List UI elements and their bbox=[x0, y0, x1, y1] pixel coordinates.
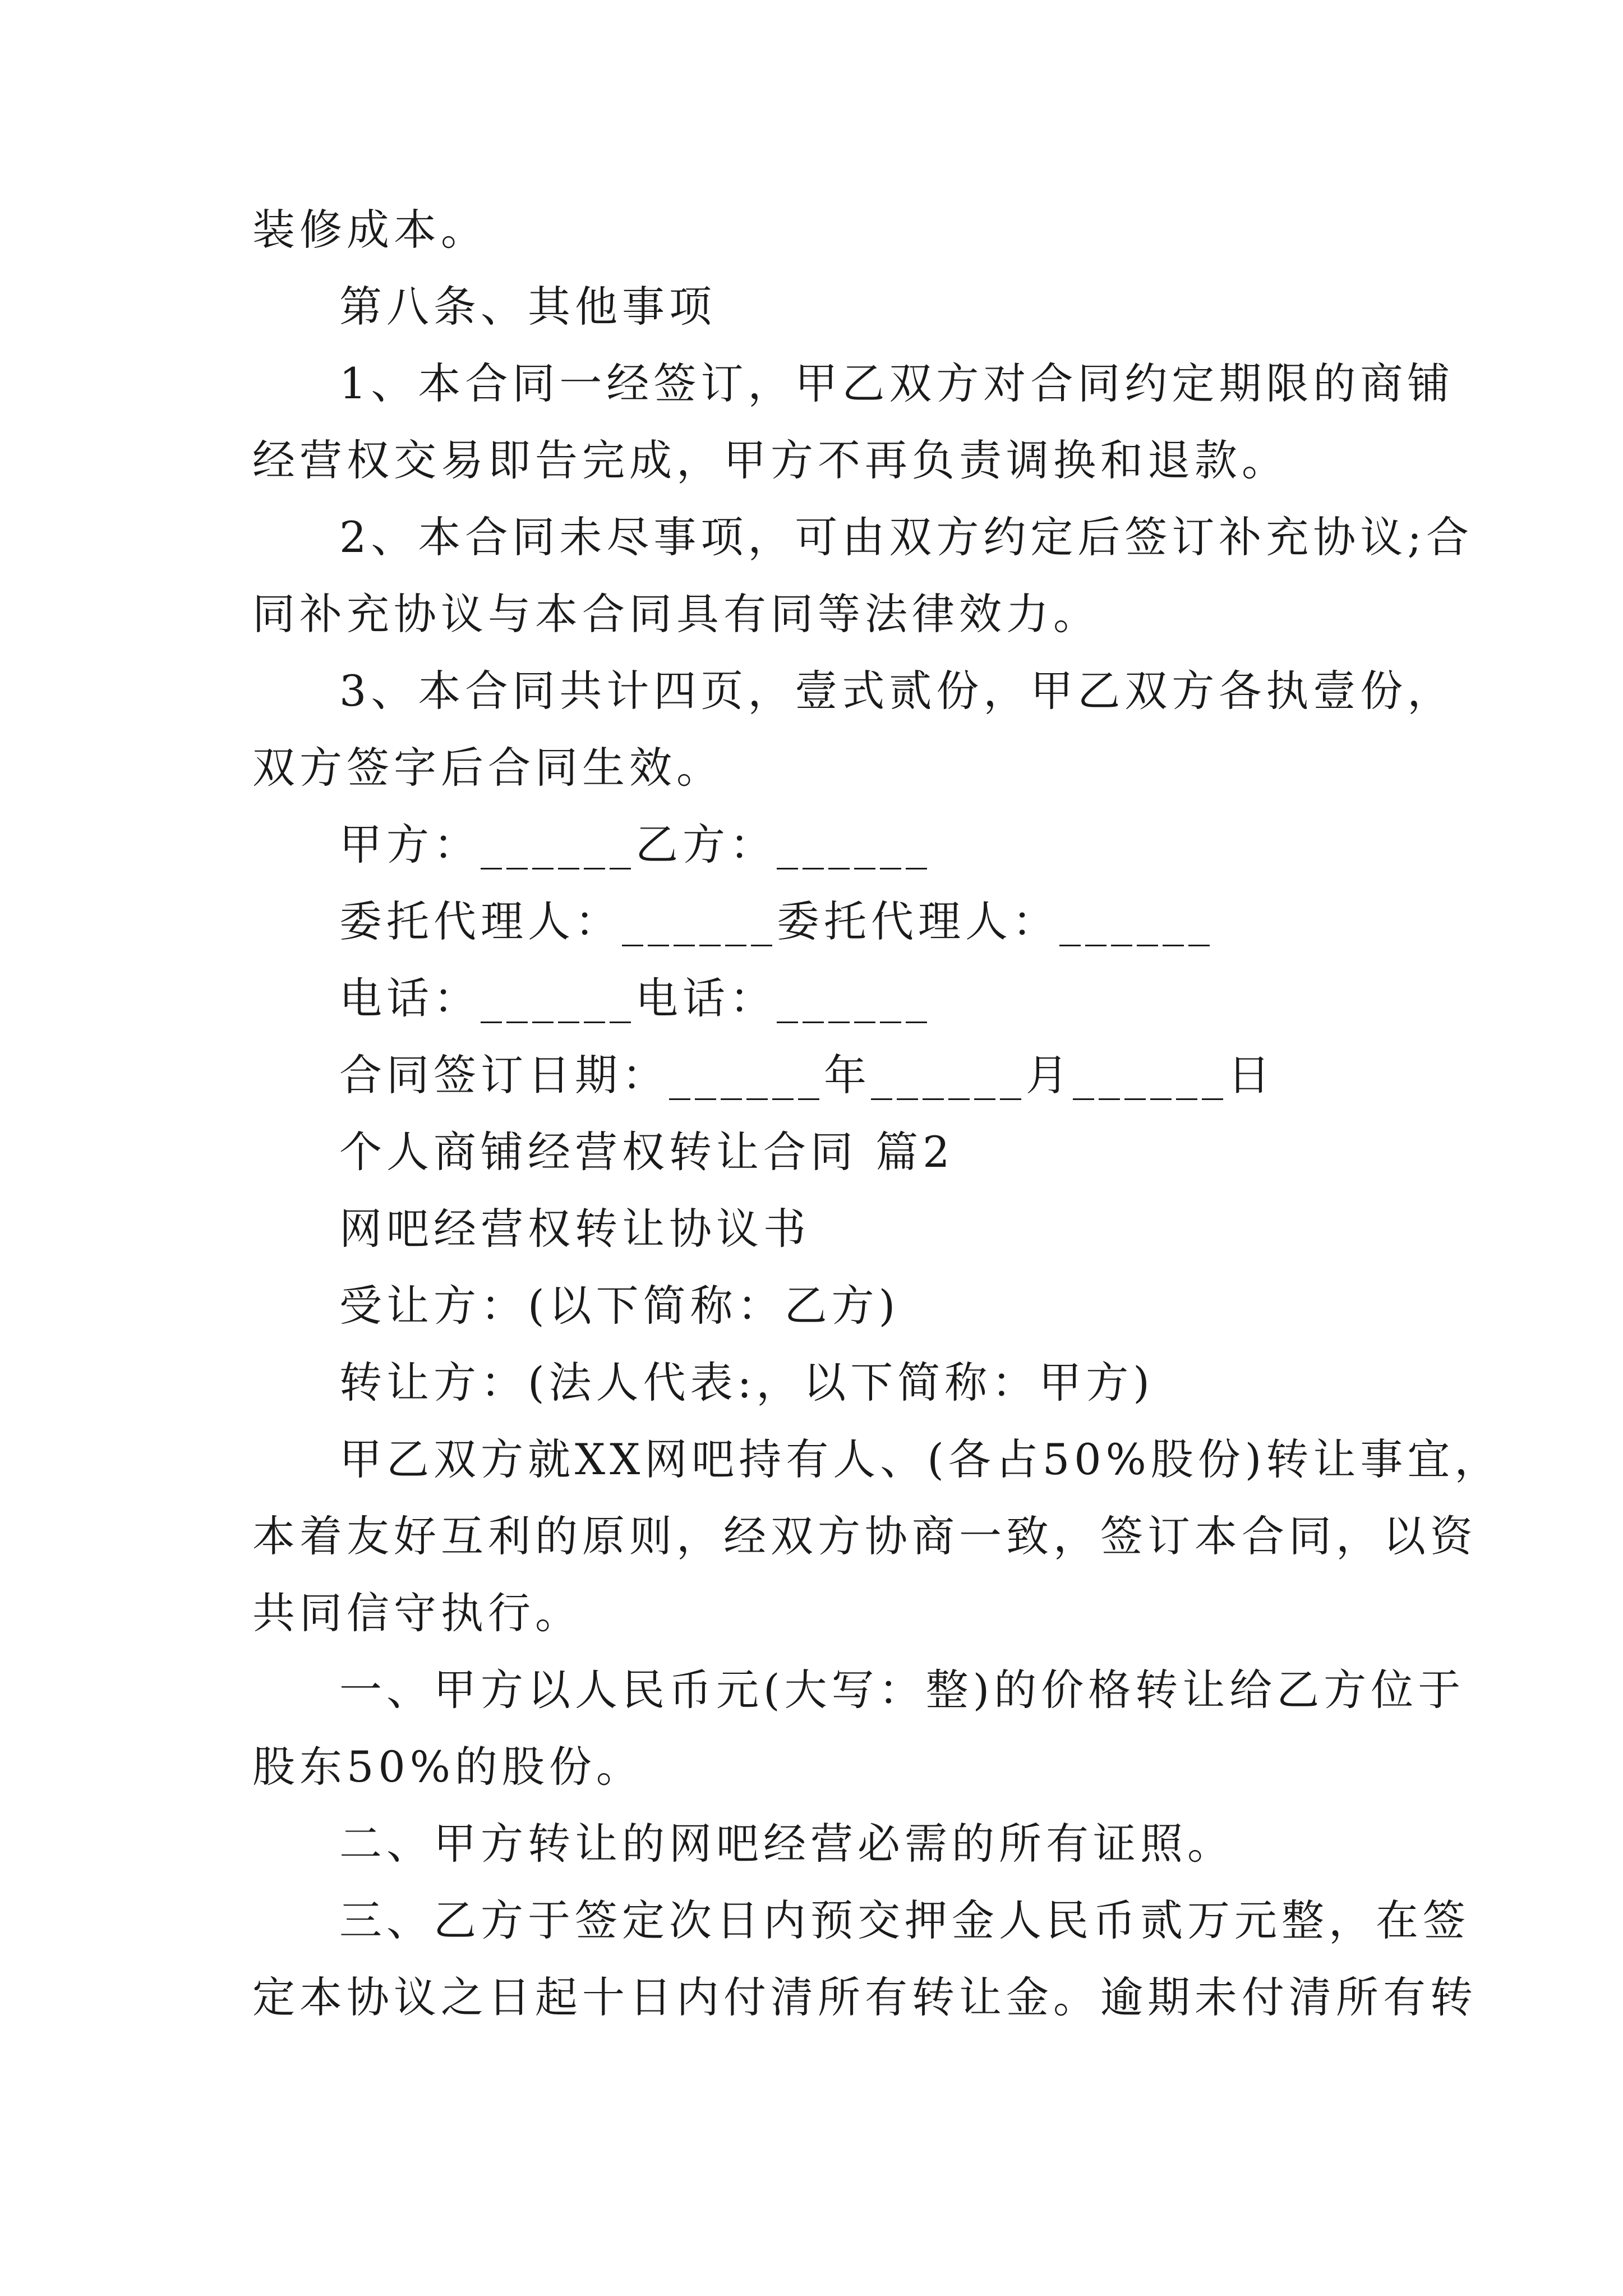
paragraph-line: 本着友好互利的原则，经双方协商一致，签订本合同，以资 bbox=[252, 1511, 1477, 1561]
paragraph-line: 同补充协议与本合同具有同等法律效力。 bbox=[252, 589, 1100, 639]
paragraph-line: 共同信守执行。 bbox=[252, 1588, 582, 1638]
paragraph-line: 定本协议之日起十日内付清所有转让金。逾期未付清所有转 bbox=[252, 1972, 1477, 2022]
signature-line: 甲方：______乙方：______ bbox=[339, 820, 932, 869]
paragraph-line: 甲乙双方就XX网吧持有人、(各占50%股份)转让事宜， bbox=[339, 1434, 1502, 1484]
paragraph-line: 双方签字后合同生效。 bbox=[252, 743, 723, 793]
paragraph-line: 经营权交易即告完成，甲方不再负责调换和退款。 bbox=[252, 435, 1289, 485]
section-title: 个人商铺经营权转让合同 篇2 bbox=[339, 1127, 955, 1177]
paragraph-line: 一、甲方以人民币元(大写：整)的价格转让给乙方位于 bbox=[339, 1665, 1465, 1715]
paragraph-line: 3、本合同共计四页，壹式贰份，甲乙双方各执壹份， bbox=[339, 666, 1455, 716]
party-line: 转让方：(法人代表:，以下简称：甲方) bbox=[339, 1358, 1154, 1407]
signature-line: 电话：______电话：______ bbox=[339, 973, 932, 1023]
paragraph-line: 三、乙方于签定次日内预交押金人民币贰万元整，在签 bbox=[339, 1895, 1470, 1945]
paragraph-line: 装修成本。 bbox=[252, 205, 488, 255]
paragraph-line: 股东50%的股份。 bbox=[252, 1742, 643, 1792]
signature-date-line: 合同签订日期：______年______月______日 bbox=[339, 1050, 1275, 1100]
paragraph-line: 二、甲方转让的网吧经营必需的所有证照。 bbox=[339, 1819, 1234, 1869]
paragraph-line: 2、本合同未尽事项，可由双方约定后签订补充协议;合 bbox=[339, 512, 1473, 562]
section-heading: 第八条、其他事项 bbox=[339, 282, 716, 332]
signature-line: 委托代理人：______委托代理人：______ bbox=[339, 896, 1214, 946]
paragraph-line: 1、本合同一经签订，甲乙双方对合同约定期限的商铺 bbox=[339, 358, 1455, 408]
party-line: 受让方：(以下简称：乙方) bbox=[339, 1281, 900, 1331]
document-title: 网吧经营权转让协议书 bbox=[339, 1204, 810, 1254]
